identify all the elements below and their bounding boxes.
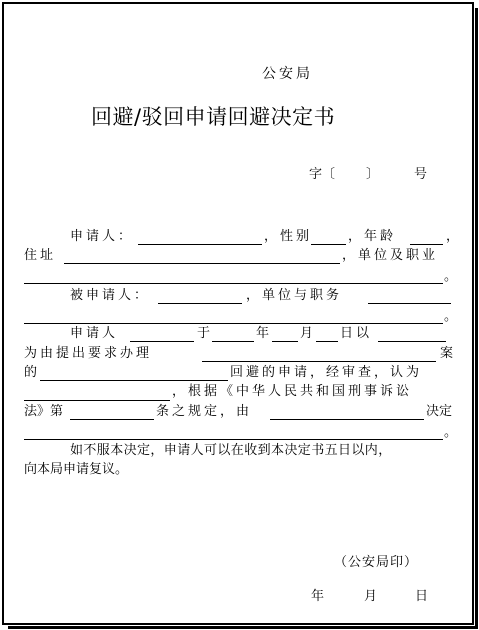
p5-decide: 决定: [426, 404, 453, 419]
p2-reason: 为由提出要求办理: [24, 346, 153, 361]
p2-case-field[interactable]: [202, 361, 436, 362]
seal-label: （公安局印）: [334, 555, 419, 570]
position-label: ，单位与职务: [246, 288, 343, 303]
respondent-extra-field[interactable]: [24, 323, 443, 324]
p8-notice: 向本局申请复议。: [24, 462, 129, 477]
p3-application: 回避的申请，经审查，认为: [230, 365, 423, 380]
document-title: 回避/驳回申请回避决定书: [91, 105, 336, 129]
ref-hao: 号: [414, 167, 428, 182]
work-label: ，单位及职业: [342, 248, 439, 263]
p1-month: 月: [300, 326, 314, 341]
p3-de: 的: [24, 365, 38, 380]
address-label: 住址: [24, 248, 57, 263]
document-frame: [2, 2, 474, 625]
p7-notice: 如不服本决定，申请人可以在收到本决定书五日以内，: [70, 443, 392, 458]
position-field[interactable]: [368, 303, 451, 304]
p1-applicant: 申请人: [70, 326, 119, 341]
p1-year-field[interactable]: [212, 341, 254, 342]
p1-yu: 于: [197, 326, 211, 341]
respondent-label: 被申请人：: [70, 288, 151, 303]
ref-close: 〕: [366, 167, 380, 182]
address-field[interactable]: [64, 263, 340, 264]
bureau-name: 公安局: [262, 66, 313, 82]
age-field[interactable]: [410, 244, 443, 245]
age-label: ，年龄: [348, 229, 397, 244]
p4-field[interactable]: [24, 400, 170, 401]
p6-field[interactable]: [24, 439, 443, 440]
ref-zi: 字〔: [309, 167, 336, 182]
applicant-comma: ，: [446, 229, 460, 244]
p1-day-field[interactable]: [316, 341, 338, 342]
applicant-name-field[interactable]: [138, 244, 262, 245]
p6-period: 。: [444, 425, 458, 440]
p3-field[interactable]: [40, 380, 228, 381]
p4-basis: ，根据《中华人民共和国刑事诉讼: [172, 384, 413, 399]
p1-reason-field[interactable]: [378, 341, 446, 342]
date-year: 年: [311, 589, 325, 604]
p1-year: 年: [256, 326, 270, 341]
p2-case: 案: [440, 346, 454, 361]
date-month: 月: [364, 589, 378, 604]
p5-law: 法》第: [24, 404, 64, 419]
p1-day: 日以: [340, 326, 373, 341]
p1-name-field[interactable]: [130, 341, 194, 342]
p5-article: 条之规定，由: [156, 404, 253, 419]
applicant-label: 申请人：: [70, 229, 135, 244]
work-field[interactable]: [24, 283, 443, 284]
p1-month-field[interactable]: [272, 341, 298, 342]
date-day: 日: [415, 589, 429, 604]
respondent-period: 。: [444, 309, 458, 324]
p5-authority-field[interactable]: [270, 419, 424, 420]
applicant-period: 。: [444, 269, 458, 284]
respondent-name-field[interactable]: [158, 303, 242, 304]
p5-article-field[interactable]: [70, 419, 154, 420]
gender-label: ，性别: [264, 229, 313, 244]
gender-field[interactable]: [311, 244, 346, 245]
